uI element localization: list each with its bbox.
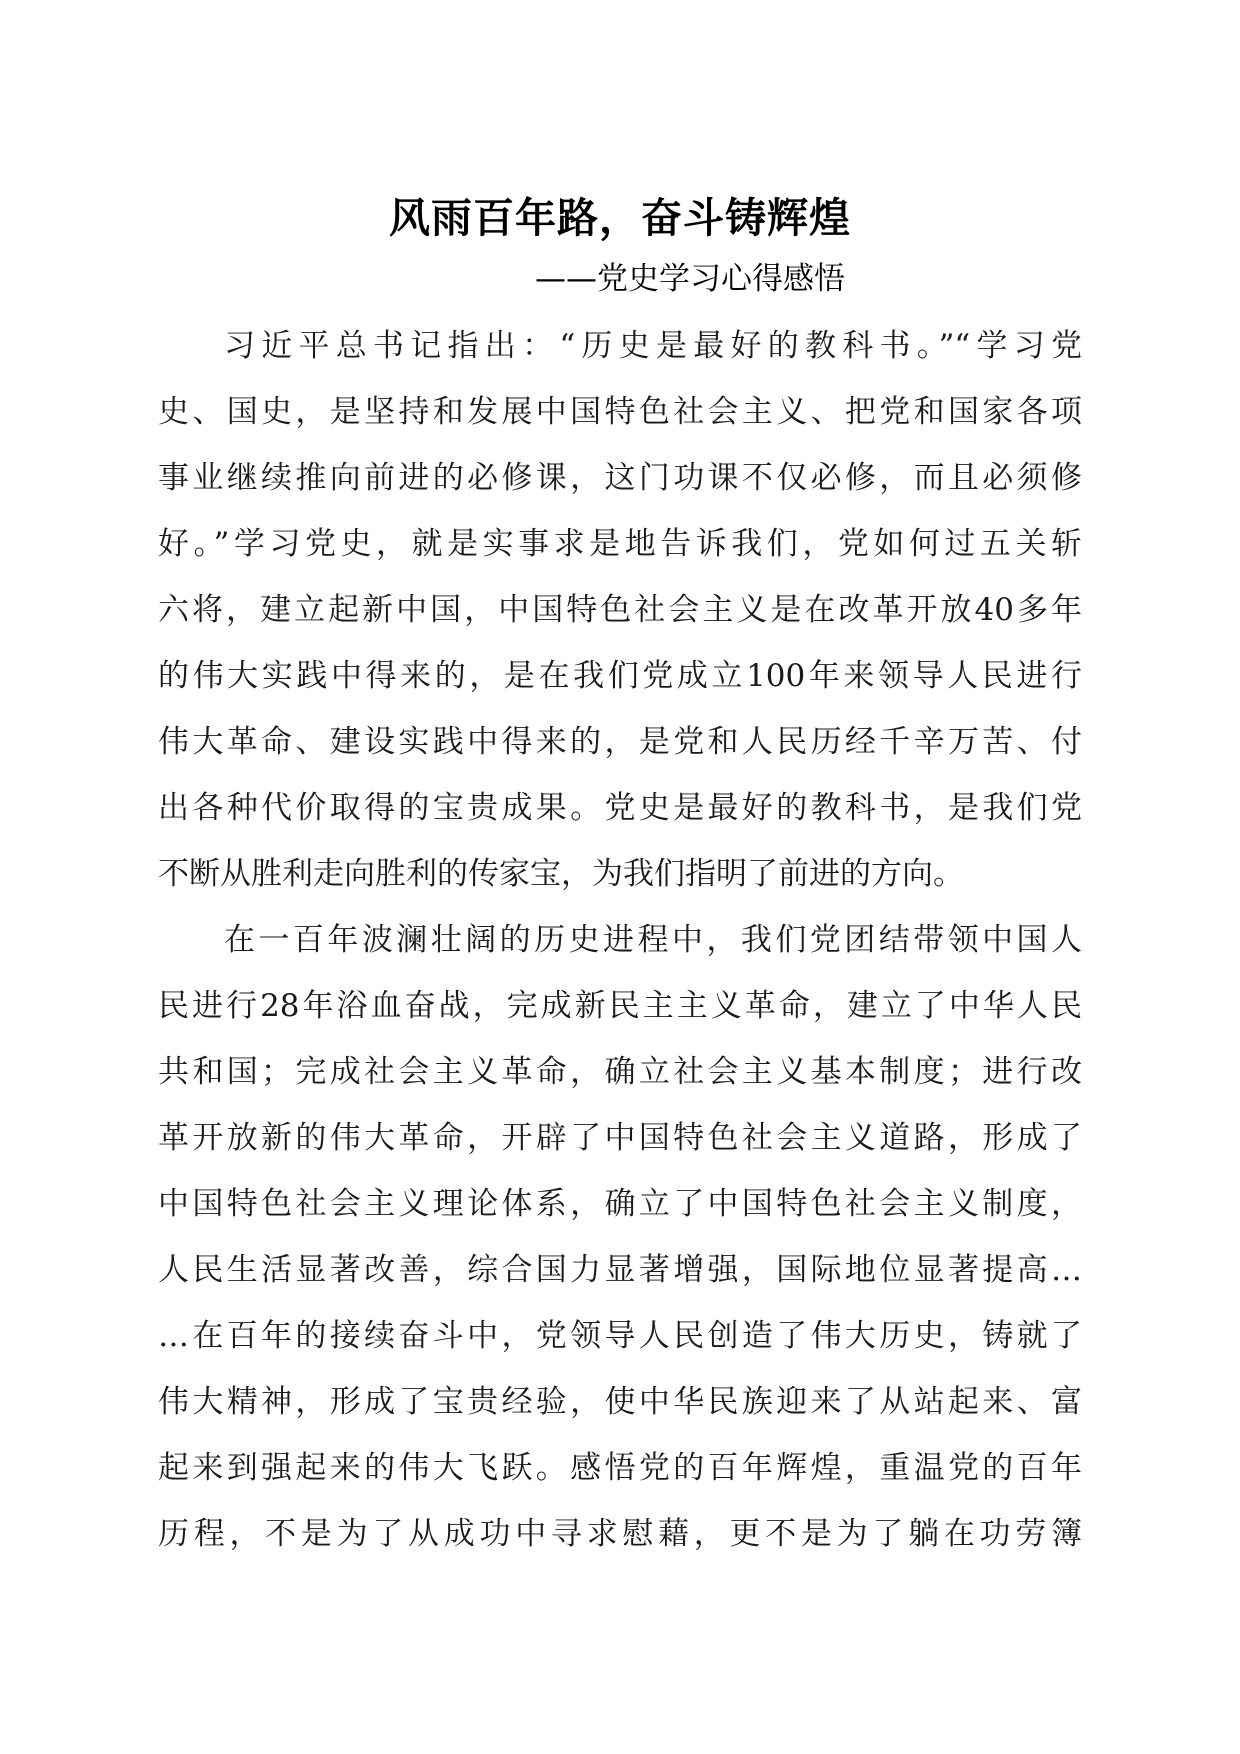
text-line: 的伟大实践中得来的，是在我们党成立100年来领导人民进行 <box>158 658 1082 694</box>
document-subtitle: ——党史学习心得感悟 <box>535 261 845 297</box>
text-line: 史、国史，是坚持和发展中国特色社会主义、把党和国家各项 <box>158 394 1082 430</box>
text-line: 革开放新的伟大革命，开辟了中国特色社会主义道路，形成了 <box>158 1120 1082 1156</box>
paragraph-1 <box>158 313 1082 907</box>
document-title: 风雨百年路，奋斗铸辉煌 <box>389 194 851 242</box>
text-line: 伟大精神，形成了宝贵经验，使中华民族迎来了从站起来、富 <box>158 1384 1082 1420</box>
text-line: 好。”学习党史，就是实事求是地告诉我们，党如何过五关斩 <box>158 526 1082 562</box>
text-line: 不断从胜利走向胜利的传家宝，为我们指明了前进的方向。 <box>158 856 964 892</box>
text-line: 在一百年波澜壮阔的历史进程中，我们党团结带领中国人 <box>224 922 1082 958</box>
text-line: 共和国；完成社会主义革命，确立社会主义基本制度；进行改 <box>158 1054 1082 1090</box>
text-line: 伟大革命、建设实践中得来的，是党和人民历经千辛万苦、付 <box>158 724 1082 760</box>
text-line: 六将，建立起新中国，中国特色社会主义是在改革开放40多年 <box>158 592 1082 628</box>
text-line: 中国特色社会主义理论体系，确立了中国特色社会主义制度， <box>158 1186 1082 1222</box>
text-line: 历程，不是为了从成功中寻求慰藉，更不是为了躺在功劳簿 <box>158 1516 1082 1552</box>
text-line: 事业继续推向前进的必修课，这门功课不仅必修，而且必须修 <box>158 460 1082 496</box>
text-line: 人民生活显著改善，综合国力显著增强，国际地位显著提高… <box>158 1252 1082 1288</box>
text-line: 民进行28年浴血奋战，完成新民主主义革命，建立了中华人民 <box>158 988 1082 1024</box>
text-line: 起来到强起来的伟大飞跃。感悟党的百年辉煌，重温党的百年 <box>158 1450 1082 1486</box>
text-line: 习近平总书记指出：“历史是最好的教科书。”“学习党 <box>224 328 1082 364</box>
paragraph-2 <box>158 907 1082 1567</box>
text-line: 出各种代价取得的宝贵成果。党史是最好的教科书，是我们党 <box>158 790 1082 826</box>
text-line: …在百年的接续奋斗中，党领导人民创造了伟大历史，铸就了 <box>158 1318 1082 1354</box>
document-body <box>158 313 1082 1567</box>
